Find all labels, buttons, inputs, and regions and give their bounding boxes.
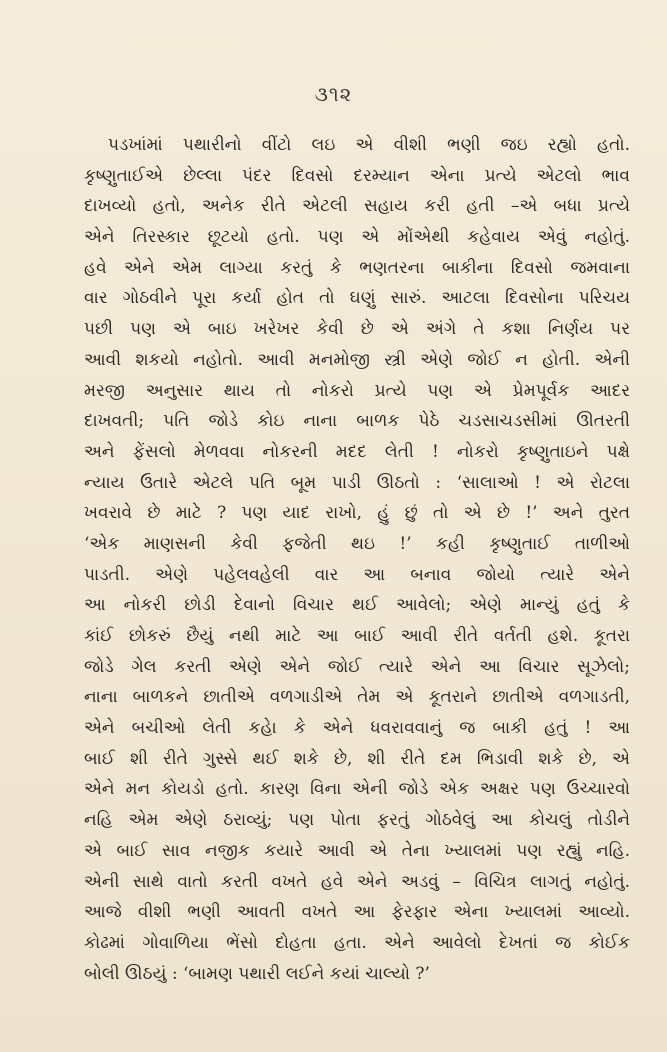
text-line: વાર ગોઠવીને પૂરા કર્યા હોત તો ઘણું સારું. આટલા દિવસોના પરિચય — [84, 288, 630, 309]
text-line: પડખાંમાં પથારીનો વીંટો લઇ એ વીશી ભણી જઇ રહ્યો હતો. — [108, 135, 630, 155]
text-line: પાડતી. એણે પહેલવહેલી વાર આ બનાવ જોયો ત્યારે એને — [84, 564, 630, 585]
text-line: મરજી અનુસાર થાય તો નોકરો પ્રત્યે પણ એ પ્રેમપૂર્વક આદર — [84, 380, 630, 401]
text-line: એની સાથે વાતો કરતી વખતે હવે એને અડવું – વિચિત્ર લાગતું નહોતું. — [84, 871, 630, 892]
body-text — [84, 130, 630, 989]
text-line: જોડે ગેલ કરતી એણે એને જોઈ ત્યારે એને આ વિચાર સૂઝેલો; — [84, 656, 630, 677]
text-line: નાના બાળકને છાતીએ વળગાડીએ તેમ એ કૂતરાને છાતીએ વળગાડતી, — [84, 687, 630, 708]
text-line: એને બચીઓ લેતી કહેા કે એને ધવરાવવાનું જ બાકી હતું ! આ — [84, 718, 630, 739]
text-line: અને ફેંસલો મેળવવા નોકરની મદદ લેતી ! નોકરો કૃષ્ણુતાઇને પક્ષે — [84, 441, 630, 462]
text-line: કાંઈ છોકરું છૈયું નથી માટે આ બાઈ આવી રીતે વર્તતી હશે. કૂતરા — [84, 626, 630, 646]
text-line: આવી શકયો નહોતો. આવી મનમોજી સ્ત્રી એણે જોઈ ન હોતી. એની — [84, 349, 630, 370]
text-line: પછી પણ એ બાઇ ખરેખર કેવી છે એ અંગે તે કશા નિર્ણય પર — [84, 319, 630, 340]
text-line: આ નોકરી છોડી દેવાનો વિચાર થઈ આવેલો; એણે માન્યું હતું કે — [84, 595, 630, 616]
text-line: એને મન કોયડો હતો. કારણ વિના એની જોડે એક અક્ષર પણ ઉચ્ચારવો — [84, 779, 630, 800]
text-line: નહિ એમ એણે ઠરાવ્યું; પણ પોતા ફરતું ગોઠવેલું આ કોચલું તોડીને — [84, 810, 630, 831]
text-line: ખવરાવે છે માટે ? પણ યાદ રાખો, હું છું તો એ છે !’ અને તુરત — [84, 503, 630, 524]
text-line: ‘એક માણસની કેવી ફજેતી થઇ !’ કહી કૃષ્ણુતાઈ તાળીઓ — [84, 533, 630, 554]
text-line: એ બાઈ સાવ નજીક કયારે આવી એ તેના ખ્યાલમાં પણ રહ્યું નહિ. — [84, 840, 630, 861]
page-number: ૩૧૨ — [314, 82, 353, 106]
text-line: હવે એને એમ લાગ્યા કરતું કે ભણતરના બાકીના દિવસો જમવાના — [84, 257, 630, 278]
text-line: દાખવતી; પતિ જોડે કોઇ નાના બાળક પેઠે ચડસાચડસીમાં ઊતરતી — [84, 411, 630, 432]
text-line: ન્યાય ઉતારે એટલે પતિ બૂમ પાડી ઊઠતો : ‘સાલાઓ ! એ રોટલા — [84, 472, 630, 493]
text-line: આજે વીશી ભણી આવતી વખતે આ ફેરફાર એના ખ્યાલમાં આવ્યો. — [84, 902, 630, 923]
text-line: બોલી ઊઠયું : ‘બામણ પથારી લઈને કયાં ચાલ્યો ?’ — [84, 963, 430, 984]
text-line: બાઈ શી રીતે ગુસ્સે થઈ શકે છે, શી રીતે દમ ભિડાવી શકે છે, એ — [84, 748, 630, 769]
text-line: એને તિરસ્કાર છૂટયો હતો. પણ એ મોંએથી કહેવાય એવું નહોતું. — [84, 227, 630, 248]
text-line: કોઢમાં ગોવાળિયા ભેંસો દોહતા હતા. એને આવેલો દેખતાં જ કોઈક — [84, 932, 630, 953]
text-line: કૃષ્ણુતાઈએ છેલ્લા પંદર દિવસો દરમ્યાન એના પ્રત્યે એટલો ભાવ — [84, 165, 630, 186]
text-line: દાખવ્યો હતો, અનેક રીતે એટલી સહાય કરી હતી –એ બધા પ્રત્યે — [84, 196, 630, 217]
